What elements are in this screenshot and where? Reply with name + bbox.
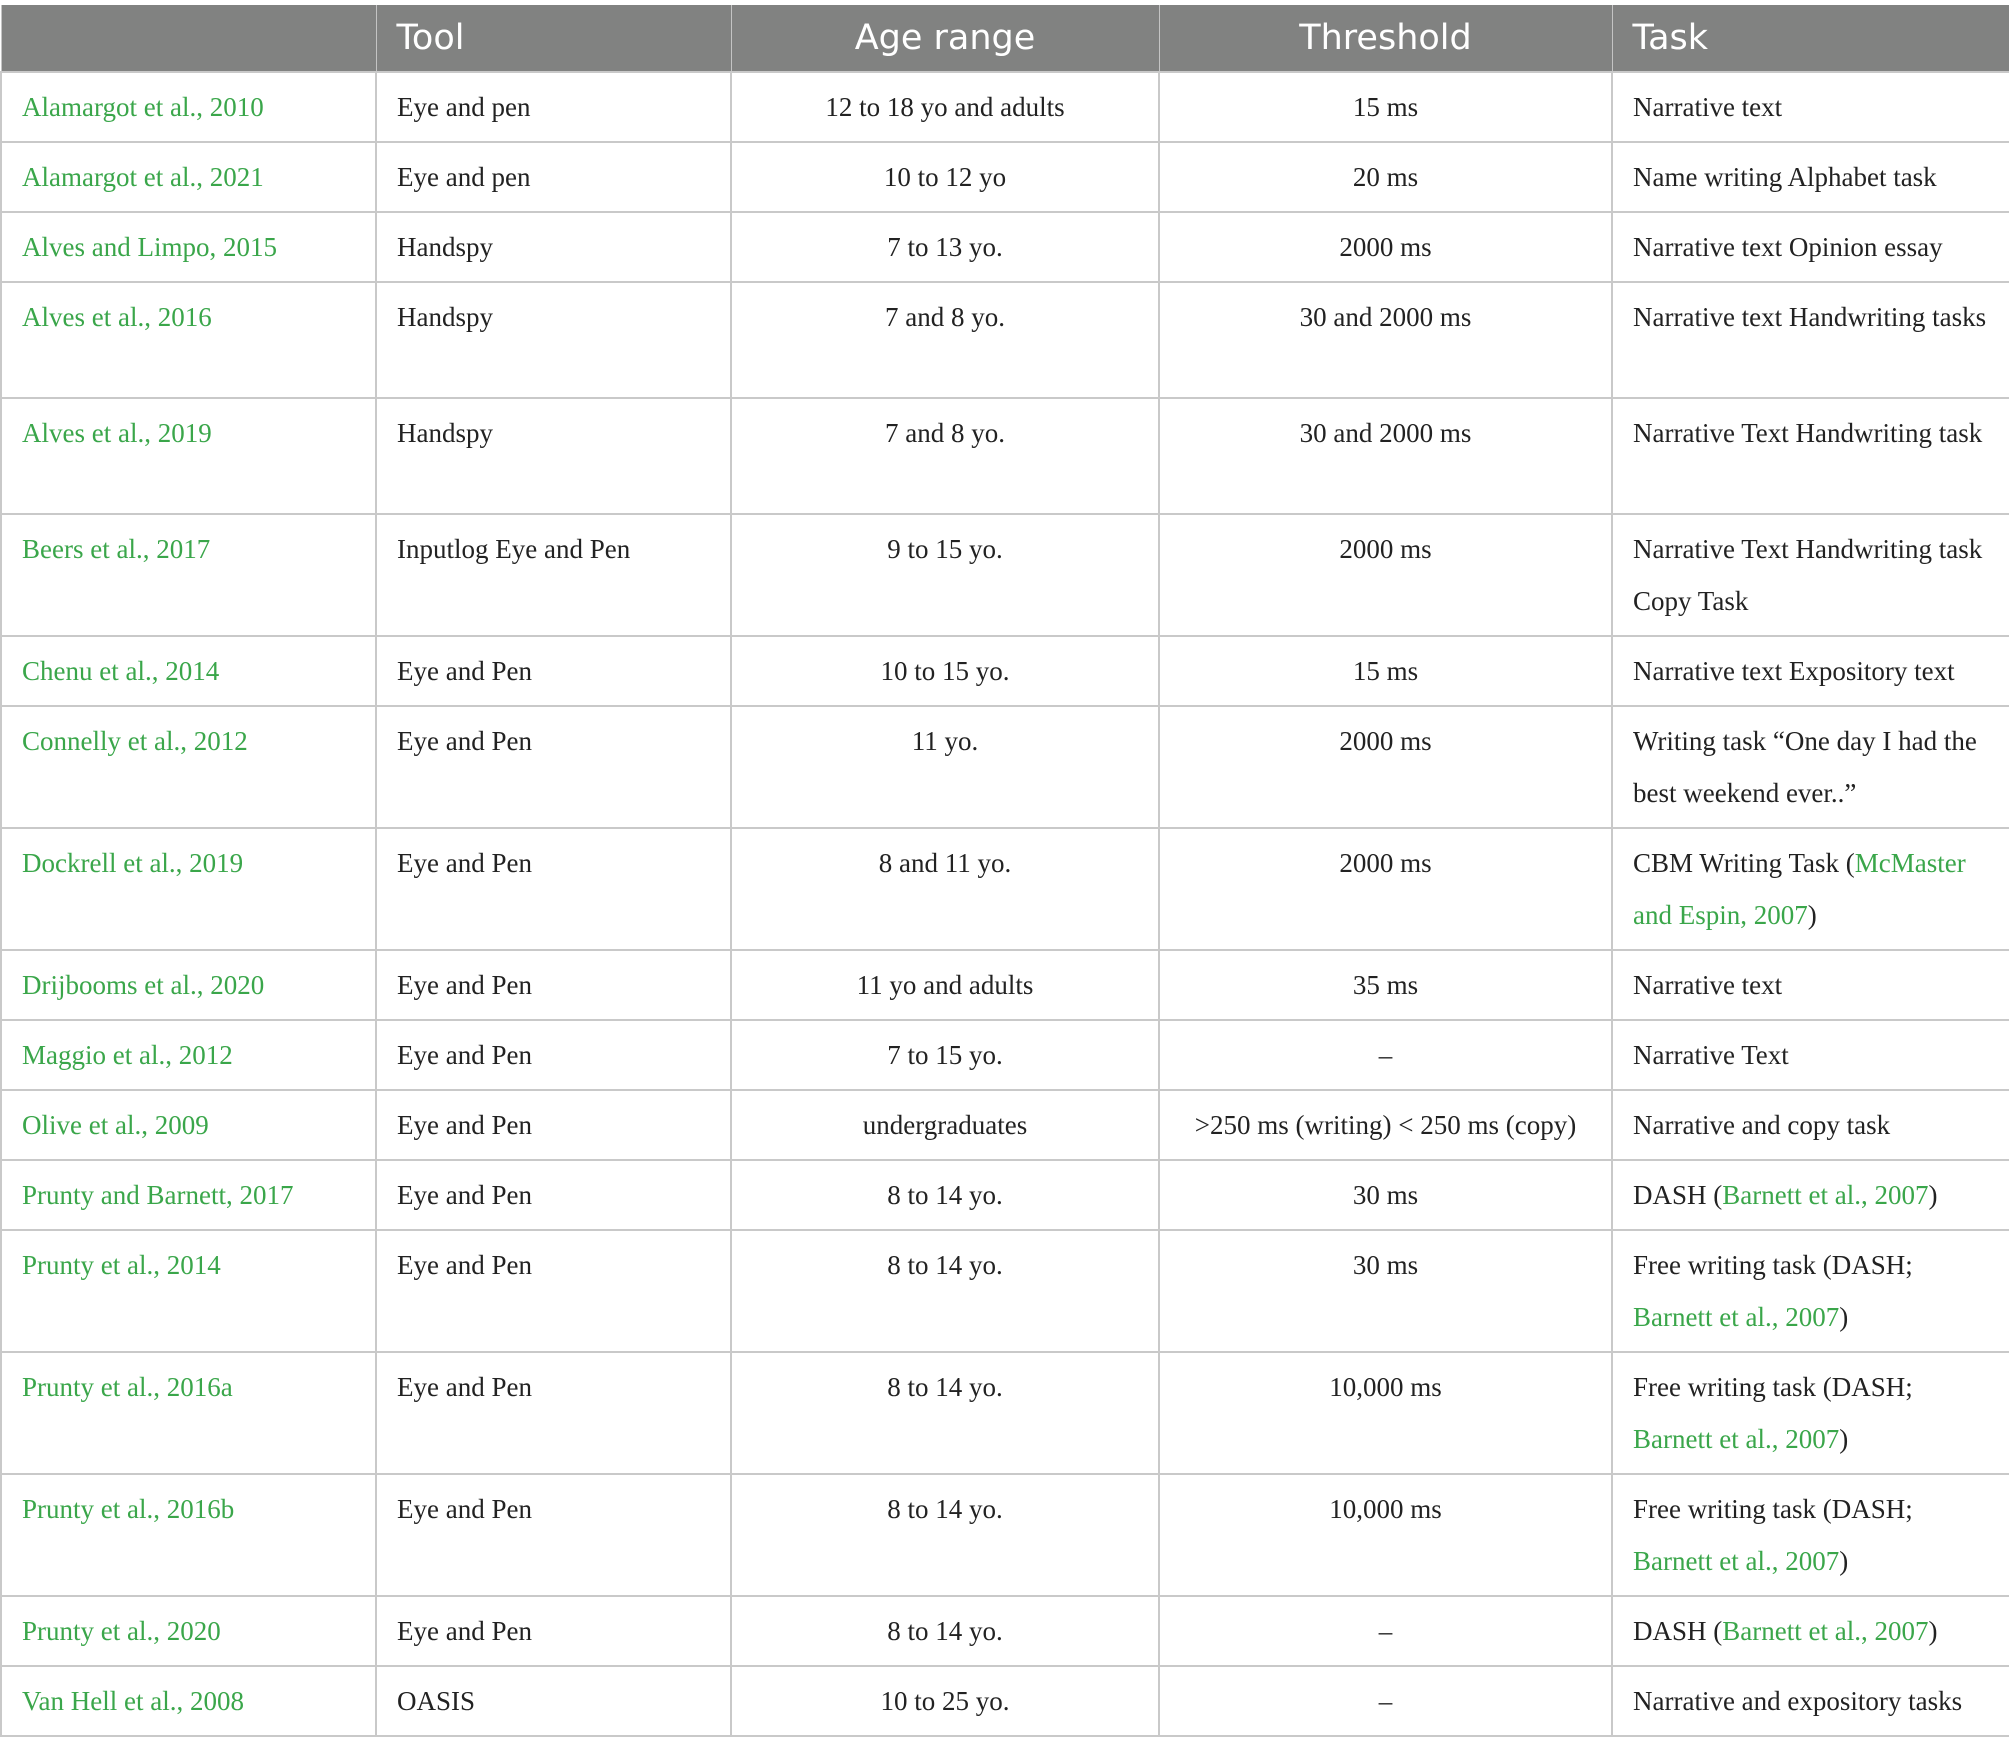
task-text: DASH ( bbox=[1633, 1180, 1723, 1210]
task-reference-link[interactable]: Barnett et al., 2007 bbox=[1722, 1180, 1929, 1210]
threshold-cell: 2000 ms bbox=[1159, 706, 1612, 828]
age-range-cell: 7 to 15 yo. bbox=[731, 1020, 1159, 1090]
study-citation-link[interactable]: Maggio et al., 2012 bbox=[1, 1020, 376, 1090]
threshold-cell: 30 and 2000 ms bbox=[1159, 282, 1612, 398]
task-cell bbox=[1612, 72, 2009, 142]
task-text: Writing task “One day I had the best weekend ever..” bbox=[1633, 726, 1977, 808]
age-range-cell: 11 yo. bbox=[731, 706, 1159, 828]
table-row bbox=[1, 828, 2009, 950]
task-cell bbox=[1612, 706, 2009, 828]
task-cell bbox=[1612, 1666, 2009, 1736]
threshold-cell: 10,000 ms bbox=[1159, 1352, 1612, 1474]
task-cell bbox=[1612, 514, 2009, 636]
age-range-cell: 8 to 14 yo. bbox=[731, 1160, 1159, 1230]
task-text: Narrative Text Handwriting task Copy Task bbox=[1633, 534, 1983, 616]
age-range-cell: 8 to 14 yo. bbox=[731, 1230, 1159, 1352]
tool-cell: Eye and Pen bbox=[376, 950, 731, 1020]
table-row bbox=[1, 636, 2009, 706]
table-row bbox=[1, 514, 2009, 636]
tool-cell: Handspy bbox=[376, 212, 731, 282]
study-citation-link[interactable]: Chenu et al., 2014 bbox=[1, 636, 376, 706]
task-text: Narrative text Expository text bbox=[1633, 656, 1955, 686]
age-range-cell: 10 to 15 yo. bbox=[731, 636, 1159, 706]
studies-table bbox=[0, 5, 2009, 1737]
task-text: DASH ( bbox=[1633, 1616, 1723, 1646]
task-text: Narrative and expository tasks bbox=[1633, 1686, 1963, 1716]
task-cell bbox=[1612, 1090, 2009, 1160]
table-row bbox=[1, 398, 2009, 514]
task-cell bbox=[1612, 1160, 2009, 1230]
task-text: Name writing Alphabet task bbox=[1633, 162, 1937, 192]
threshold-cell: 20 ms bbox=[1159, 142, 1612, 212]
table-row bbox=[1, 706, 2009, 828]
task-text: Free writing task (DASH; bbox=[1633, 1372, 1913, 1402]
task-text-suffix: ) bbox=[1807, 900, 1817, 930]
task-text: CBM Writing Task ( bbox=[1633, 848, 1855, 878]
tool-cell: Inputlog Eye and Pen bbox=[376, 514, 731, 636]
study-citation-link[interactable]: Prunty et al., 2016a bbox=[1, 1352, 376, 1474]
task-reference-link[interactable]: Barnett et al., 2007 bbox=[1633, 1546, 1840, 1576]
study-citation-link[interactable]: Prunty et al., 2014 bbox=[1, 1230, 376, 1352]
threshold-cell: 30 ms bbox=[1159, 1160, 1612, 1230]
task-text: Narrative Text Handwriting task bbox=[1633, 418, 1983, 448]
header-row bbox=[1, 5, 2009, 72]
threshold-cell: 2000 ms bbox=[1159, 514, 1612, 636]
study-citation-link[interactable]: Prunty et al., 2020 bbox=[1, 1596, 376, 1666]
task-text: Narrative text bbox=[1633, 92, 1783, 122]
study-citation-link[interactable]: Alves et al., 2016 bbox=[1, 282, 376, 398]
table-header bbox=[1, 5, 2009, 72]
age-range-cell: 8 to 14 yo. bbox=[731, 1596, 1159, 1666]
task-text: Narrative text Opinion essay bbox=[1633, 232, 1943, 262]
tool-cell: Eye and Pen bbox=[376, 1160, 731, 1230]
tool-cell: Handspy bbox=[376, 398, 731, 514]
threshold-cell: 10,000 ms bbox=[1159, 1474, 1612, 1596]
threshold-cell: 15 ms bbox=[1159, 636, 1612, 706]
task-text: Narrative Text bbox=[1633, 1040, 1789, 1070]
task-text: Free writing task (DASH; bbox=[1633, 1494, 1913, 1524]
task-cell bbox=[1612, 142, 2009, 212]
study-citation-link[interactable]: Prunty and Barnett, 2017 bbox=[1, 1160, 376, 1230]
header-age-range: Age range bbox=[731, 5, 1159, 72]
task-cell bbox=[1612, 1230, 2009, 1352]
task-cell bbox=[1612, 282, 2009, 398]
study-citation-link[interactable]: Dockrell et al., 2019 bbox=[1, 828, 376, 950]
study-citation-link[interactable]: Van Hell et al., 2008 bbox=[1, 1666, 376, 1736]
task-reference-link[interactable]: McMaster and Espin, 2007 bbox=[1633, 848, 1966, 930]
age-range-cell: 9 to 15 yo. bbox=[731, 514, 1159, 636]
threshold-cell: 2000 ms bbox=[1159, 828, 1612, 950]
tool-cell: Eye and Pen bbox=[376, 706, 731, 828]
task-text: Narrative text bbox=[1633, 970, 1783, 1000]
task-reference-link[interactable]: Barnett et al., 2007 bbox=[1633, 1424, 1840, 1454]
table-row bbox=[1, 1474, 2009, 1596]
task-text-suffix: ) bbox=[1839, 1424, 1849, 1454]
tool-cell: Eye and pen bbox=[376, 72, 731, 142]
study-citation-link[interactable]: Drijbooms et al., 2020 bbox=[1, 950, 376, 1020]
task-cell bbox=[1612, 828, 2009, 950]
table-row bbox=[1, 142, 2009, 212]
age-range-cell: 8 to 14 yo. bbox=[731, 1474, 1159, 1596]
tool-cell: Eye and Pen bbox=[376, 1230, 731, 1352]
tool-cell: Eye and Pen bbox=[376, 1020, 731, 1090]
table-row bbox=[1, 212, 2009, 282]
threshold-cell: 30 ms bbox=[1159, 1230, 1612, 1352]
tool-cell: Eye and Pen bbox=[376, 1352, 731, 1474]
header-tool: Tool bbox=[376, 5, 731, 72]
tool-cell: Eye and Pen bbox=[376, 1090, 731, 1160]
study-citation-link[interactable]: Connelly et al., 2012 bbox=[1, 706, 376, 828]
study-citation-link[interactable]: Prunty et al., 2016b bbox=[1, 1474, 376, 1596]
table-row bbox=[1, 72, 2009, 142]
task-reference-link[interactable]: Barnett et al., 2007 bbox=[1722, 1616, 1929, 1646]
table-row bbox=[1, 1666, 2009, 1736]
study-citation-link[interactable]: Beers et al., 2017 bbox=[1, 514, 376, 636]
task-cell bbox=[1612, 398, 2009, 514]
study-citation-link[interactable]: Alamargot et al., 2021 bbox=[1, 142, 376, 212]
task-text-suffix: ) bbox=[1839, 1302, 1849, 1332]
tool-cell: OASIS bbox=[376, 1666, 731, 1736]
age-range-cell: 12 to 18 yo and adults bbox=[731, 72, 1159, 142]
task-cell bbox=[1612, 1474, 2009, 1596]
age-range-cell: 10 to 12 yo bbox=[731, 142, 1159, 212]
age-range-cell: 7 and 8 yo. bbox=[731, 282, 1159, 398]
tool-cell: Eye and Pen bbox=[376, 636, 731, 706]
task-text-suffix: ) bbox=[1928, 1616, 1938, 1646]
study-citation-link[interactable]: Alves and Limpo, 2015 bbox=[1, 212, 376, 282]
table-row bbox=[1, 1020, 2009, 1090]
threshold-cell: 15 ms bbox=[1159, 72, 1612, 142]
task-text: Narrative and copy task bbox=[1633, 1110, 1891, 1140]
age-range-cell: 8 to 14 yo. bbox=[731, 1352, 1159, 1474]
table-row bbox=[1, 1090, 2009, 1160]
threshold-cell: – bbox=[1159, 1596, 1612, 1666]
table-row bbox=[1, 282, 2009, 398]
age-range-cell: 11 yo and adults bbox=[731, 950, 1159, 1020]
table-body bbox=[1, 72, 2009, 1736]
threshold-cell: 2000 ms bbox=[1159, 212, 1612, 282]
task-reference-link[interactable]: Barnett et al., 2007 bbox=[1633, 1302, 1840, 1332]
threshold-cell: >250 ms (writing) < 250 ms (copy) bbox=[1159, 1090, 1612, 1160]
age-range-cell: 10 to 25 yo. bbox=[731, 1666, 1159, 1736]
threshold-cell: – bbox=[1159, 1020, 1612, 1090]
task-text-suffix: ) bbox=[1928, 1180, 1938, 1210]
header-threshold: Threshold bbox=[1159, 5, 1612, 72]
age-range-cell: 7 to 13 yo. bbox=[731, 212, 1159, 282]
task-cell bbox=[1612, 1020, 2009, 1090]
studies-table-container bbox=[0, 5, 2009, 1737]
task-cell bbox=[1612, 212, 2009, 282]
task-cell bbox=[1612, 950, 2009, 1020]
age-range-cell: 8 and 11 yo. bbox=[731, 828, 1159, 950]
table-row bbox=[1, 1160, 2009, 1230]
task-text-suffix: ) bbox=[1839, 1546, 1849, 1576]
task-cell bbox=[1612, 1596, 2009, 1666]
tool-cell: Eye and Pen bbox=[376, 1474, 731, 1596]
task-text: Free writing task (DASH; bbox=[1633, 1250, 1913, 1280]
threshold-cell: – bbox=[1159, 1666, 1612, 1736]
header-task: Task bbox=[1612, 5, 2009, 72]
threshold-cell: 35 ms bbox=[1159, 950, 1612, 1020]
tool-cell: Handspy bbox=[376, 282, 731, 398]
study-citation-link[interactable]: Olive et al., 2009 bbox=[1, 1090, 376, 1160]
table-row bbox=[1, 1596, 2009, 1666]
threshold-cell: 30 and 2000 ms bbox=[1159, 398, 1612, 514]
task-cell bbox=[1612, 636, 2009, 706]
table-row bbox=[1, 950, 2009, 1020]
tool-cell: Eye and Pen bbox=[376, 1596, 731, 1666]
tool-cell: Eye and pen bbox=[376, 142, 731, 212]
header-study bbox=[1, 5, 376, 72]
age-range-cell: undergraduates bbox=[731, 1090, 1159, 1160]
age-range-cell: 7 and 8 yo. bbox=[731, 398, 1159, 514]
table-row bbox=[1, 1230, 2009, 1352]
table-row bbox=[1, 1352, 2009, 1474]
study-citation-link[interactable]: Alamargot et al., 2010 bbox=[1, 72, 376, 142]
tool-cell: Eye and Pen bbox=[376, 828, 731, 950]
task-cell bbox=[1612, 1352, 2009, 1474]
study-citation-link[interactable]: Alves et al., 2019 bbox=[1, 398, 376, 514]
task-text: Narrative text Handwriting tasks bbox=[1633, 302, 1987, 332]
